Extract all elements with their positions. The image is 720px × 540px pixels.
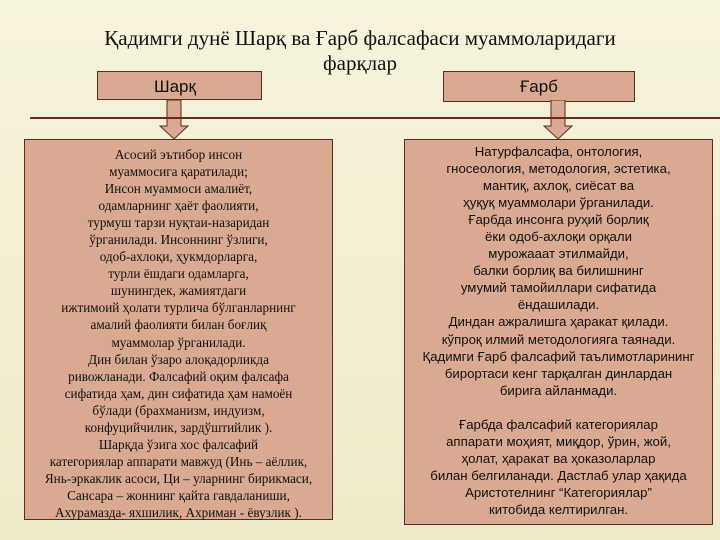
east-text-line: Янь-эркаклик асоси, Ци – уларнинг бирикмаси,: [44, 470, 313, 486]
west-text-line: китобида келтирилган.: [488, 501, 629, 517]
west-text-line: Ғарбда инсонга руҳий борлиқ: [468, 212, 649, 228]
east-text-line: категориялар аппарати мавжуд (Инь – аёллик,: [49, 453, 308, 469]
east-text-line: турли ёшдаги одамларга,: [108, 266, 249, 282]
west-description-panel: [404, 139, 713, 525]
west-text-line: [405, 399, 712, 416]
east-text-line: Дин билан ўзаро алоқадорликда: [88, 351, 269, 367]
east-text-line: Сансара – жоннинг қайта гавдаланиши,: [67, 487, 290, 503]
west-header-box: [443, 71, 635, 102]
east-text-line: одамларнинг ҳаёт фаолияти,: [98, 198, 259, 214]
west-text-line: бирига айланмади.: [499, 382, 618, 398]
west-text-line: кўпроқ илмий методологияга таянади.: [441, 331, 676, 347]
east-text-line: одоб-ахлоқи, ҳукмдорларга,: [99, 249, 258, 265]
east-text-line: Инсон муаммоси амалиёт,: [104, 181, 253, 197]
west-text-line: ҳуқуқ муаммолари ўрганилади.: [463, 195, 654, 211]
west-text-line: Ғарбда фалсафий категориялар: [459, 416, 658, 432]
east-text-line: ижтимоий ҳолати турлича бўлганларнинг: [61, 300, 296, 316]
east-text-line: конфуцийчилик, зардўштийлик ).: [84, 419, 273, 435]
west-text-line: ҳолат, ҳаракат ва ҳоказоларлар: [461, 450, 656, 466]
west-text-line: билан белгиланади. Дастлаб улар ҳақида: [430, 467, 687, 483]
west-text-line: умумий тамойиллари сифатида: [460, 280, 657, 296]
west-down-arrow: [543, 100, 573, 140]
east-text-line: Ахурамазда- яхшилик, Ахриман - ёвузлик ).: [55, 504, 302, 520]
west-text-line: Натурфалсафа, онтология,: [474, 144, 643, 159]
west-text-line: мурожааат этилмайди,: [488, 246, 629, 262]
title-line-1: Қадимги дунё Шарқ ва Ғарб фалсафаси муаммоларидаги: [104, 26, 616, 50]
west-text-line: ёндашилади.: [517, 297, 600, 313]
east-text-line: турмуш тарзи нуқтаи-назаридан: [87, 215, 270, 231]
east-description-panel: [24, 139, 333, 520]
slide-title: [60, 26, 660, 76]
west-header-label: Ғарб: [520, 77, 558, 96]
divider-line: [30, 117, 720, 119]
west-text-line: бирортаси кенг тарқалган динлардан: [444, 365, 673, 381]
west-text-line: балки борлиқ ва билишнинг: [473, 263, 644, 279]
west-text-line: Диндан ажралишга ҳаракат қилади.: [448, 314, 669, 330]
east-header-box: [97, 71, 262, 100]
east-down-arrow: [159, 100, 189, 140]
east-text-line: сифатида ҳам, дин сифатида ҳам намоён: [64, 385, 293, 401]
east-header-label: Шарқ: [154, 77, 196, 96]
east-text-line: муаммолар ўрганилади.: [111, 334, 246, 350]
east-text-line: Асосий эътибор инсон: [114, 147, 243, 162]
east-text-line: Шарқда ўзига хос фалсафий: [98, 436, 259, 452]
title-line-2: фарқлар: [323, 51, 397, 75]
east-text-line: ўрганилади. Инсоннинг ўзлиги,: [89, 232, 268, 248]
west-text-line: гносеология, методология, эстетика,: [446, 161, 671, 177]
east-text-line: бўлади (брахманизм, индуизм,: [92, 402, 265, 418]
east-text-line: ривожланади. Фалсафий оқим фалсафа: [68, 368, 289, 384]
west-text-line: Аристотелнинг “Категориялар”: [465, 484, 652, 500]
west-text-line: мантиқ, ахлоқ, сиёсат ва: [482, 178, 635, 194]
west-text-line: аппарати моҳият, миқдор, ўрин, жой,: [446, 433, 671, 449]
west-text-line: ёки одоб-ахлоқи орқали: [485, 229, 632, 245]
west-text-line: Қадимги Ғарб фалсафий таълимотларининг: [422, 348, 695, 364]
east-text-line: муаммосига қаратилади;: [109, 164, 248, 180]
east-text-line: амалий фаолияти билан боғлиқ: [90, 317, 267, 333]
east-text-line: шунингдек, жамиятдаги: [110, 283, 247, 299]
